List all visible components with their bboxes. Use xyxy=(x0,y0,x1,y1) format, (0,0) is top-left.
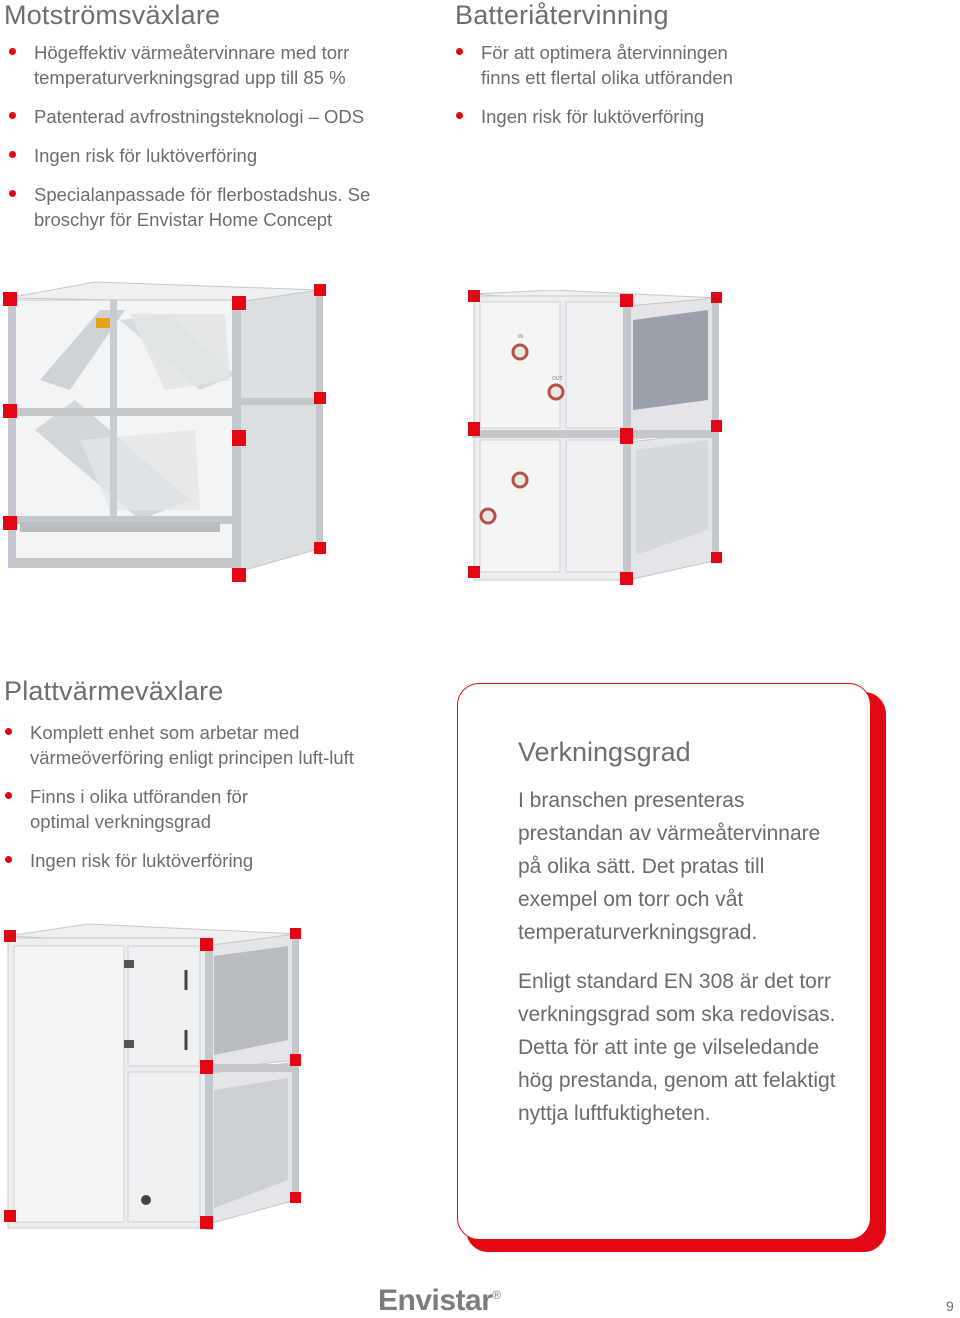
bullet-icon xyxy=(456,48,463,55)
card-paragraph-1: I branschen presenteras prestandan av värmeåtervinnare på olika sätt. Det pratas till exempel om torr och våt temperaturverkningsgrad. xyxy=(518,789,821,944)
page-number: 9 xyxy=(946,1298,954,1314)
list-item: För att optimera återvinningen finns ett flertal olika utföranden xyxy=(451,40,771,90)
list-item: Ingen risk för luktöverföring xyxy=(451,104,771,129)
list-item: Patenterad avfrostningsteknologi – ODS xyxy=(4,104,424,129)
list-item: Specialanpassade för flerbostadshus. Se broschyr för Envistar Home Concept xyxy=(4,182,384,232)
card-paragraph-2: Enligt standard EN 308 är det torr verkningsgrad som ska redovisas. Detta för att inte ge vilseledande hög prestanda, genom att felaktigt nyttja luftfuktigheten. xyxy=(518,970,836,1125)
list-item: Ingen risk för luktöverföring xyxy=(4,143,424,168)
bullet-icon xyxy=(9,151,16,158)
platt-title: Plattvärmeväxlare xyxy=(4,676,224,706)
battery-recovery-unit-illustration xyxy=(468,290,723,590)
batteri-list xyxy=(451,40,771,129)
bullet-icon xyxy=(5,728,12,735)
platt-list xyxy=(0,720,400,873)
bullet-icon xyxy=(9,48,16,55)
list-item: Högeffektiv värmeåtervinnare med torr temperaturverkningsgrad upp till 85 % xyxy=(4,40,424,90)
motstrom-list xyxy=(4,40,424,232)
bullet-icon xyxy=(9,112,16,119)
bullet-icon xyxy=(456,112,463,119)
envistar-logo: Envistar® xyxy=(378,1284,501,1317)
counterflow-unit-illustration xyxy=(0,280,340,585)
plate-exchanger-unit-illustration xyxy=(0,920,305,1235)
bullet-icon xyxy=(9,190,16,197)
card-title: Verkningsgrad xyxy=(518,737,691,767)
list-item: Ingen risk för luktöverföring xyxy=(0,848,400,873)
bullet-icon xyxy=(5,856,12,863)
bullet-icon xyxy=(5,792,12,799)
list-item: Finns i olika utföranden för optimal verkningsgrad xyxy=(0,784,280,834)
batteri-title: Batteriåtervinning xyxy=(455,0,669,30)
motstrom-title: Motströmsväxlare xyxy=(4,0,221,30)
pipe-label-out: OUT xyxy=(552,376,563,382)
list-item: Komplett enhet som arbetar med värmeöverföring enligt principen luft-luft xyxy=(0,720,380,770)
pipe-label-in: IN xyxy=(518,334,523,340)
